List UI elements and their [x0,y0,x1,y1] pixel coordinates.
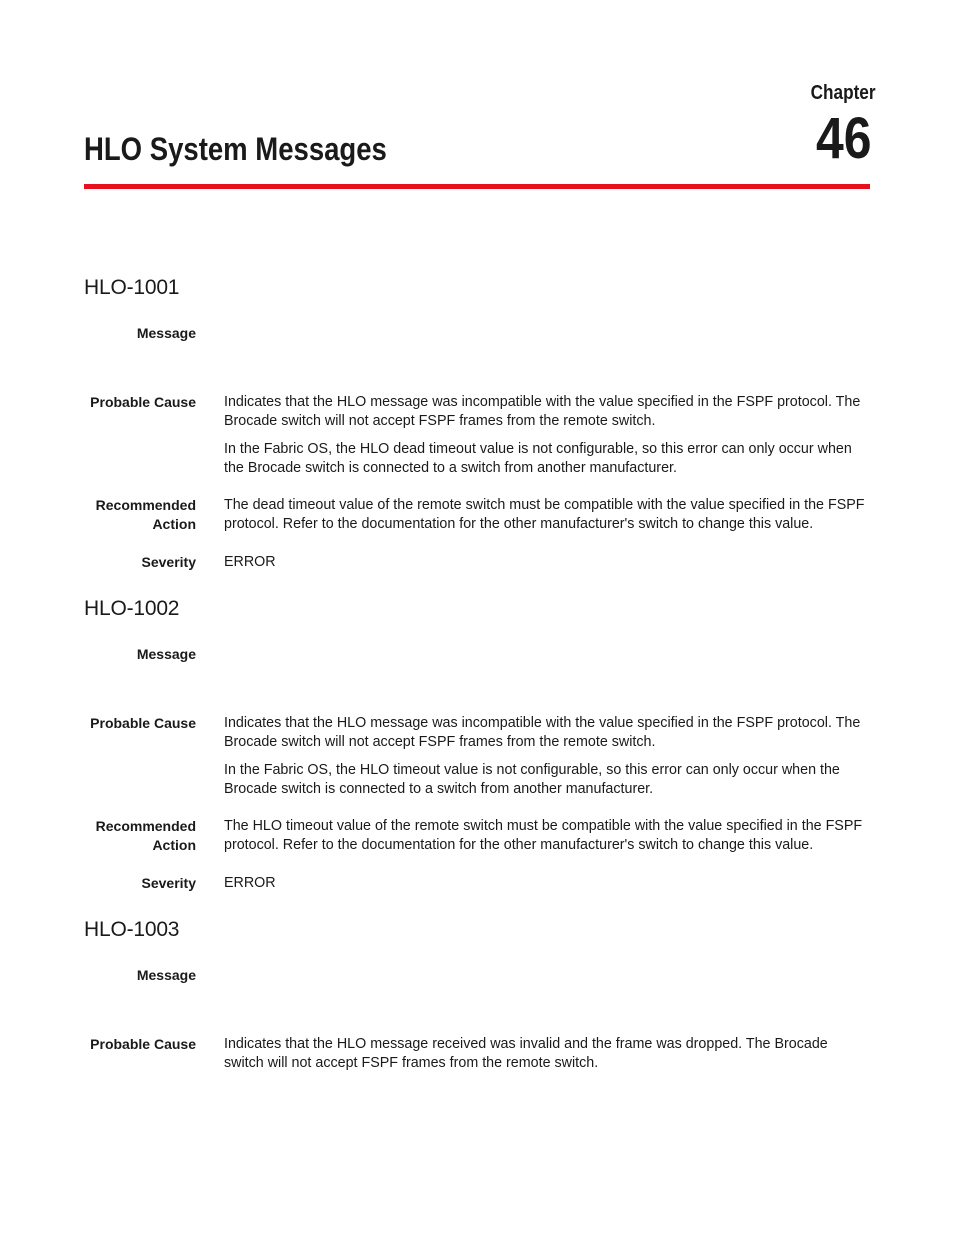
section-heading: HLO-1003 [84,918,180,941]
probable-cause-paragraph: Indicates that the HLO message was incompatible with the value specified in the FSPF protocol. The Brocade switch will not accept FSPF frames from the remote switch. [224,394,861,429]
message-text [224,324,870,343]
recommended-action-text: The HLO timeout value of the remote switch must be compatible with the value specified in the FSPF protocol. Refer to the documentation for the other manufacturer's switch to change this value. [224,818,863,853]
recommended-action-label-line: Action [152,516,196,532]
severity-label: Severity [141,875,196,891]
chapter-title-rule [84,184,870,189]
probable-cause-row [84,714,870,799]
recommended-action-label [84,817,196,855]
message-row [84,324,870,343]
probable-cause-text [224,1035,870,1073]
probable-cause-row [84,393,870,478]
recommended-action-label-line: Action [152,837,196,853]
recommended-action-row [84,496,870,534]
message-label: Message [136,325,196,341]
message-section-hlo-1003 [84,916,870,1073]
recommended-action-row [84,817,870,855]
probable-cause-row [84,1035,870,1073]
probable-cause-paragraph: In the Fabric OS, the HLO dead timeout value is not configurable, so this error can only occur when the Brocade switch is connected to a switch from another manufacturer. [224,441,852,476]
recommended-action-label-line: Recommended [95,818,196,834]
message-label: Message [136,967,196,983]
probable-cause-text [224,393,870,478]
severity-value: ERROR [224,554,276,570]
probable-cause-label: Probable Cause [90,715,196,731]
message-row [84,645,870,664]
message-section-hlo-1001 [84,274,870,595]
recommended-action-text: The dead timeout value of the remote switch must be compatible with the value specified in the FSPF protocol. Refer to the documentation for the other manufacturer's switch to change this value. [224,497,865,532]
probable-cause-text [224,714,870,799]
probable-cause-paragraph: Indicates that the HLO message was incompatible with the value specified in the FSPF protocol. The Brocade switch will not accept FSPF frames from the remote switch. [224,715,861,750]
message-label: Message [136,646,196,662]
probable-cause-paragraph: Indicates that the HLO message received was invalid and the frame was dropped. The Brocade switch will not accept FSPF frames from the remote switch. [224,1036,828,1071]
recommended-action-label-line: Recommended [95,497,196,513]
severity-row [84,553,870,572]
severity-label: Severity [141,554,196,570]
probable-cause-paragraph: In the Fabric OS, the HLO timeout value is not configurable, so this error can only occur when the Brocade switch is connected to a switch from another manufacturer. [224,762,840,797]
section-heading: HLO-1002 [84,597,180,620]
severity-row [84,874,870,893]
message-text [224,966,870,985]
severity-value: ERROR [224,875,276,891]
message-row [84,966,870,985]
section-heading: HLO-1001 [84,276,180,299]
message-text [224,645,870,664]
recommended-action-label [84,496,196,534]
chapter-number: 46 [816,106,872,171]
probable-cause-label: Probable Cause [90,394,196,410]
page-content [84,274,870,1073]
message-section-hlo-1002 [84,595,870,916]
chapter-label: Chapter [811,82,876,104]
probable-cause-label: Probable Cause [90,1036,196,1052]
chapter-title: HLO System Messages [84,131,387,167]
